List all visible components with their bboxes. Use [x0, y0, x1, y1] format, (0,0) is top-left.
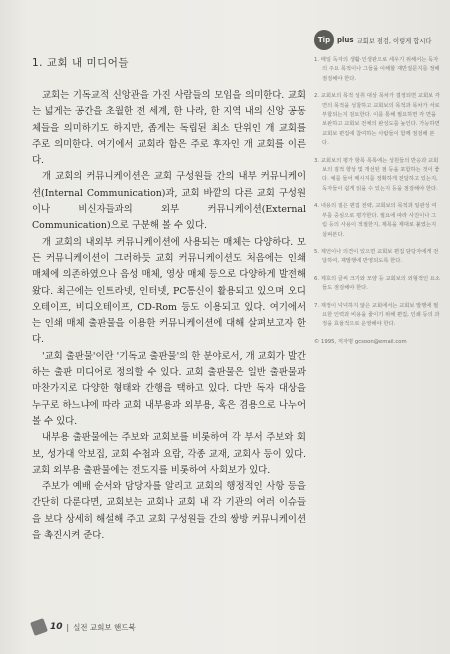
section-title: 1. 교회 내 미디어들	[32, 57, 130, 69]
page-footer	[32, 620, 136, 634]
tip-badge-icon	[314, 30, 334, 50]
paragraph: 주보가 예배 순서와 담당자를 알리고 교회의 행정적인 사항 등을 간단히 다룬다면, 교회보는 교회나 교회 내 각 기관의 여러 이슈들을 보다 상세히 해설해 주고 교회 구성원들 간의 쌍방 커뮤니케이션을 촉진시켜 준다.	[32, 481, 306, 542]
plus-label: plus	[337, 36, 354, 44]
body-text	[32, 88, 306, 544]
sidebar-item: 5. 제언이나 의견이 있으면 교회보 편집 담당자에게 전달하여, 재발행에 반영되도록 한다.	[314, 248, 439, 265]
sidebar-header	[314, 30, 440, 50]
sidebar-item: 1. 매일 독자의 생활·인생관으로 세우기 위해서는 독자의 주요 목적이나 그들을 이해할 재반질문지를 정해 점검해야 한다.	[314, 57, 440, 82]
page-number: 10	[50, 622, 63, 632]
book-icon	[30, 618, 48, 636]
paragraph: 내부용 출판물에는 주보와 교회보를 비롯하여 각 부서 주보와 회보, 성가대 악보집, 교회 수첩과 요람, 각종 교재, 교회사 등이 있다. 교회 외부용 출판물에는 전도지를 비롯하여 사회보가 있다.	[32, 432, 306, 476]
paragraph: '교회 출판물'이란 '기독교 출판물'의 한 분야로서, 개 교회가 발간하는 출판 미디어로 정의할 수 있다. 교회 출판물은 일반 출판물과 마찬가지로 다양한 형태와 간행을 택하고 있다. 다만 독자 대상을 누구로 하느냐에 따라 교회 내부용과 외부용, 혹은 겸용으로 나누어 볼 수 있다.	[32, 350, 306, 427]
paragraph: 개 교회의 커뮤니케이션은 교회 구성원들 간의 내부 커뮤니케이션(Internal Communication)과, 교회 바깥의 다른 교회 구성원이나 비신자들과의 외부 커뮤니케이션(External Communication)으로 구분해 볼 수 있다.	[32, 171, 306, 232]
sidebar-item: 4. 내용의 질은 편집 전략, 교회보의 목적과 일관성 여부를 중심으로 평가한다. 필요에 따라 사진이나 그림 등의 사용이 적절한지, 제목을 제대로 붙였는지 살펴본다.	[314, 203, 437, 238]
sidebar-credit: © 1995, 저자명 gcsoon@email.com	[314, 338, 407, 345]
sidebar-list	[314, 56, 440, 347]
book-title: 실전 교회보 핸드북	[73, 622, 136, 632]
sidebar-item: 6. 제호의 글씨 크기와 모양 등 교회보의 외형적인 요소들도 점검해야 한다.	[314, 275, 440, 292]
paragraph: 개 교회의 내외부 커뮤니케이션에 사용되는 매체는 다양하다. 모든 커뮤니케이션이 그러하듯 교회 커뮤니케이션도 처음에는 인쇄 매체에 의존하였으나 음성 매체, 영상 매체 등으로 다양하게 발전해왔다. 최근에는 인트라넷, 인터넷, PC통신이 활용되고 있으며 오디오테이프, 비디오테이프, CD-Rom 등도 이용되고 있다. 여기에서는 인쇄 매체 출판물을 이용한 커뮤니케이션에 대해 살펴보고자 한다.	[32, 236, 306, 346]
tip-badge-label: Tip	[317, 36, 331, 44]
tip-sidebar	[314, 30, 440, 347]
sidebar-title: 교회보 점검, 이렇게 합시다	[356, 37, 432, 45]
sidebar-item: 7. 재정이 넉넉하지 않은 교회에서는 교회보 발행에 필요한 인력과 비용을 줄이기 위해 편집, 인쇄 등의 과정을 효율적으로 운영해야 한다.	[314, 302, 440, 328]
sidebar-item: 2. 교회보의 목적 성취 대상 목차가 결정되면 교회보 각 면의 목적을 성찰하고 교회보의 목적과 목차가 서로 부합되는지 검토한다. 이를 통해 필요하면 각 면을 보완하고 교회보 전체의 완성도를 높인다. 가능하면 교회보 편집에 참여하는 사람들이 함께 점검해 본다.	[314, 93, 440, 147]
paragraph: 교회는 기독교적 신앙관을 가진 사람들의 모임을 의미한다. 교회는 넓게는 공간을 초월한 전 세계, 한 나라, 한 지역 내의 신앙 공동체들을 의미하기도 하지만, 좁게는 독립된 최소 단위인 개 교회를 주로 의미한다. 여기에서 교회라 함은 주로 후자인 개 교회를 이른다.	[32, 90, 306, 167]
sidebar-item: 3. 교회보의 평가 항목 목록에는 성원들의 반응과 교회보의 질적 향상 및 개선된 점 등을 포함하는 것이 좋다. 예를 들어 메시지를 정확하게 전달하고 있는지, 독자들이 쉽게 읽을 수 있는지 등을 점검해야 한다.	[314, 157, 440, 192]
footer-divider: |	[66, 622, 70, 632]
